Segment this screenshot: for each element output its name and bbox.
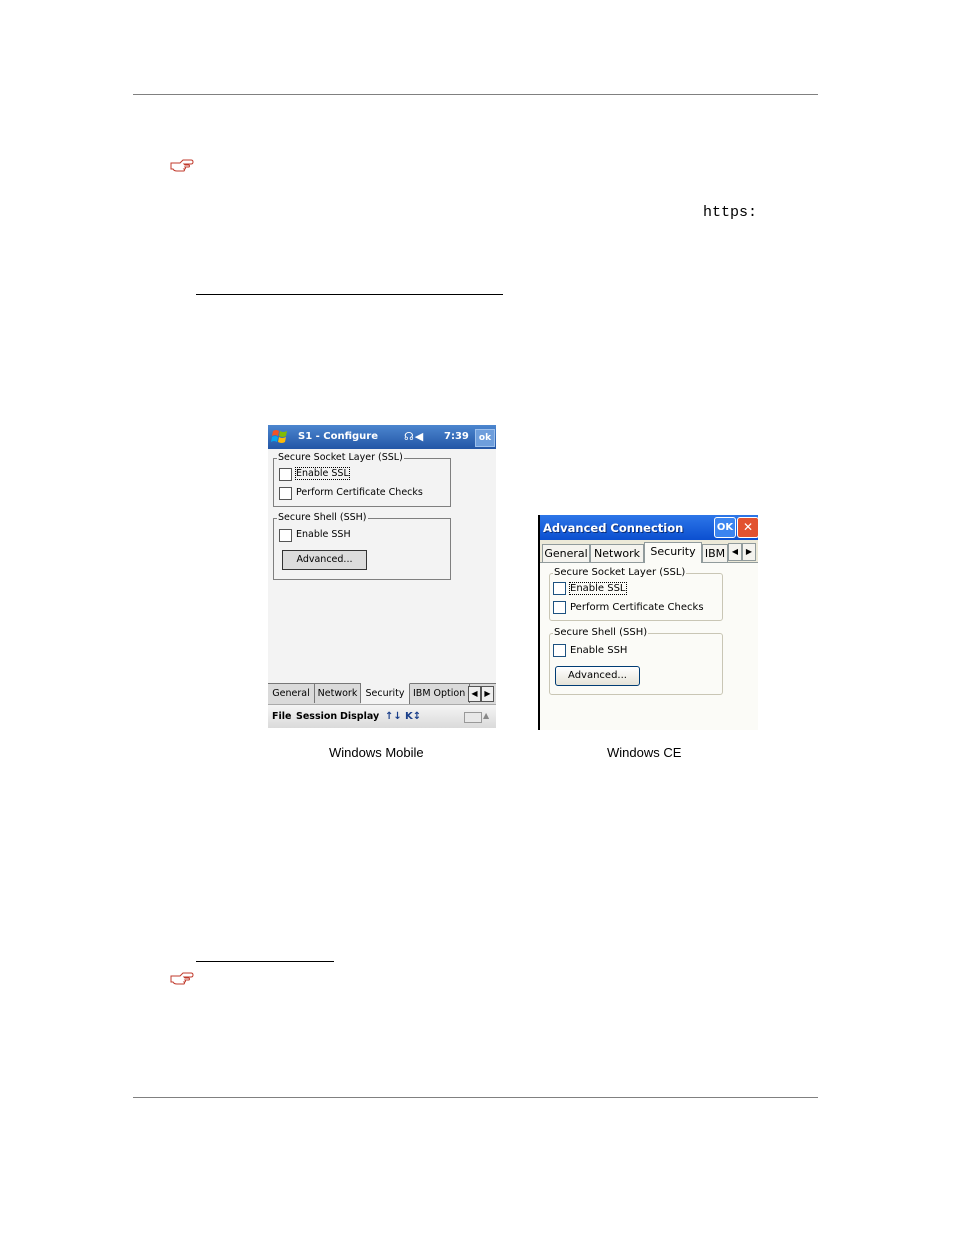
pointing-hand-icon xyxy=(170,971,194,987)
perform-cert-checks-checkbox[interactable] xyxy=(553,601,566,614)
heading-underline xyxy=(196,961,334,962)
ssl-group-label: Secure Socket Layer (SSL) xyxy=(278,452,403,463)
perform-cert-checks-label[interactable]: Perform Certificate Checks xyxy=(570,602,704,613)
ssh-group-label: Secure Shell (SSH) xyxy=(278,512,367,523)
ssl-group xyxy=(549,567,723,621)
enable-ssl-checkbox[interactable] xyxy=(279,468,292,481)
speaker-icon[interactable]: ◀ xyxy=(414,430,425,443)
windows-mobile-screenshot xyxy=(268,425,496,728)
menu-display[interactable]: Display xyxy=(340,711,380,722)
ssl-group-label: Secure Socket Layer (SSL) xyxy=(554,567,686,578)
title-bar xyxy=(268,425,496,449)
window-title: Advanced Connection xyxy=(543,521,684,535)
tab-ibm[interactable]: IBM xyxy=(702,544,728,562)
security-tab-pane xyxy=(540,562,758,730)
tab-general[interactable]: General xyxy=(268,684,315,703)
tab-scroll-right-icon[interactable]: ▶ xyxy=(481,686,494,702)
keyboard-macro-icon[interactable]: K↕ xyxy=(405,711,422,722)
footer-rule xyxy=(133,1097,818,1098)
tab-strip xyxy=(540,542,758,562)
up-down-arrows-icon[interactable]: ↑↓ xyxy=(385,711,402,722)
title-bar xyxy=(540,515,758,540)
enable-ssl-label[interactable]: Enable SSL xyxy=(296,468,349,479)
tab-ibm-option[interactable]: IBM Option xyxy=(410,684,470,703)
windows-ce-screenshot xyxy=(538,515,758,730)
perform-cert-checks-label[interactable]: Perform Certificate Checks xyxy=(296,487,423,498)
enable-ssl-label[interactable]: Enable SSL xyxy=(570,583,626,594)
tab-strip xyxy=(268,683,496,704)
windows-flag-icon[interactable] xyxy=(271,428,289,446)
tab-scroll-left-icon[interactable]: ◀ xyxy=(728,543,742,561)
connectivity-icon[interactable]: ☊ xyxy=(404,430,415,443)
window-title: S1 - Configure xyxy=(298,431,379,442)
perform-cert-checks-checkbox[interactable] xyxy=(279,487,292,500)
pointing-hand-icon xyxy=(170,158,194,174)
advanced-button[interactable]: Advanced... xyxy=(282,550,367,570)
enable-ssh-checkbox[interactable] xyxy=(279,529,292,542)
close-icon[interactable]: ✕ xyxy=(737,517,758,538)
ssl-group xyxy=(273,452,451,507)
advanced-button[interactable]: Advanced... xyxy=(555,666,640,686)
caret-up-icon[interactable]: ▲ xyxy=(483,711,490,720)
tab-network[interactable]: Network xyxy=(590,544,644,562)
tab-scroll-right-icon[interactable]: ▶ xyxy=(742,543,756,561)
tab-security[interactable]: Security xyxy=(361,683,410,704)
keyboard-icon[interactable] xyxy=(464,712,482,723)
ssh-group xyxy=(549,627,723,695)
tab-security[interactable]: Security xyxy=(644,542,702,563)
enable-ssh-label[interactable]: Enable SSH xyxy=(296,529,351,540)
menu-session[interactable]: Session xyxy=(296,711,338,722)
tab-general[interactable]: General xyxy=(542,544,590,562)
ok-button[interactable]: ok xyxy=(475,429,495,447)
enable-ssh-checkbox[interactable] xyxy=(553,644,566,657)
caption-windows-ce: Windows CE xyxy=(607,745,682,760)
menu-bar xyxy=(268,704,496,728)
heading-underline xyxy=(196,294,503,295)
ok-button[interactable]: OK xyxy=(714,517,736,538)
tab-scroll-left-icon[interactable]: ◀ xyxy=(468,686,481,702)
header-rule xyxy=(133,94,818,95)
clock[interactable]: 7:39 xyxy=(444,431,469,442)
caption-windows-mobile: Windows Mobile xyxy=(329,745,424,760)
code-snippet: https: xyxy=(703,204,758,221)
ssh-group xyxy=(273,512,451,580)
tab-network[interactable]: Network xyxy=(315,684,361,703)
enable-ssh-label[interactable]: Enable SSH xyxy=(570,645,628,656)
enable-ssl-checkbox[interactable] xyxy=(553,582,566,595)
menu-file[interactable]: File xyxy=(272,711,292,722)
ssh-group-label: Secure Shell (SSH) xyxy=(554,627,648,638)
